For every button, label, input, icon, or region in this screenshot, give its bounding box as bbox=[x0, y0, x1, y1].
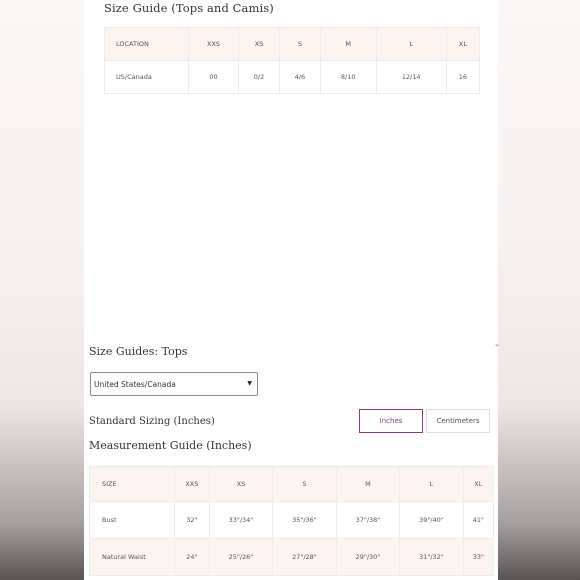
table-cell: 39"/40" bbox=[400, 502, 464, 539]
table-cell: 00 bbox=[189, 61, 239, 94]
table-cell: Bust bbox=[90, 502, 175, 539]
table-header-cell: XS bbox=[239, 28, 280, 61]
table-row bbox=[90, 539, 494, 576]
table-cell: 8/10 bbox=[320, 61, 376, 94]
table-header-cell: XXS bbox=[189, 28, 239, 61]
table-header-cell: M bbox=[320, 28, 376, 61]
table-row bbox=[105, 61, 480, 94]
inches-button[interactable]: Inches bbox=[359, 409, 423, 433]
tops-heading: Size Guides: Tops bbox=[89, 345, 188, 358]
table-cell: 35"/36" bbox=[273, 502, 337, 539]
region-select-value: United States/Canada bbox=[94, 379, 176, 389]
table-cell: US/Canada bbox=[105, 61, 189, 94]
table-header-row bbox=[90, 467, 494, 502]
table-cell: 27"/28" bbox=[273, 539, 337, 576]
table-cell: 33" bbox=[463, 539, 493, 576]
measurement-table bbox=[89, 466, 494, 576]
table-cell: 25"/26" bbox=[209, 539, 273, 576]
table-header-cell: XXS bbox=[175, 467, 210, 502]
table-header-row bbox=[105, 28, 480, 61]
table-cell: 0/2 bbox=[239, 61, 280, 94]
corner-tick-icon: ⌄ bbox=[494, 340, 500, 348]
table-cell: 12/14 bbox=[376, 61, 446, 94]
table-cell: 16 bbox=[446, 61, 479, 94]
table-row bbox=[90, 502, 494, 539]
table-header-cell: M bbox=[336, 467, 400, 502]
centimeters-button[interactable]: Centimeters bbox=[426, 409, 490, 433]
table-header-cell: S bbox=[279, 28, 320, 61]
size-guide-page bbox=[84, 0, 498, 580]
table-cell: 32" bbox=[175, 502, 210, 539]
table-header-cell: S bbox=[273, 467, 337, 502]
size-guide-table bbox=[104, 27, 480, 94]
table-cell: 31"/32" bbox=[400, 539, 464, 576]
table-header-cell: XS bbox=[209, 467, 273, 502]
table-header-cell: XL bbox=[463, 467, 493, 502]
table-cell: 33"/34" bbox=[209, 502, 273, 539]
size-guide-title: Size Guide (Tops and Camis) bbox=[104, 1, 274, 15]
table-cell: 4/6 bbox=[279, 61, 320, 94]
table-cell: 29"/30" bbox=[336, 539, 400, 576]
table-cell: 41" bbox=[463, 502, 493, 539]
table-header-cell: XL bbox=[446, 28, 479, 61]
photo-background-left bbox=[0, 0, 84, 580]
table-cell: 37"/38" bbox=[336, 502, 400, 539]
table-cell: Natural Waist bbox=[90, 539, 175, 576]
standard-sizing-label: Standard Sizing (Inches) bbox=[89, 416, 215, 427]
table-header-cell: LOCATION bbox=[105, 28, 189, 61]
measurement-heading: Measurement Guide (Inches) bbox=[89, 439, 252, 452]
region-select[interactable] bbox=[90, 372, 258, 396]
table-header-cell: SIZE bbox=[90, 467, 175, 502]
table-header-cell: L bbox=[400, 467, 464, 502]
table-header-cell: L bbox=[376, 28, 446, 61]
table-cell: 24" bbox=[175, 539, 210, 576]
caret-down-icon: ▼ bbox=[247, 380, 252, 387]
photo-background-right bbox=[498, 0, 580, 580]
